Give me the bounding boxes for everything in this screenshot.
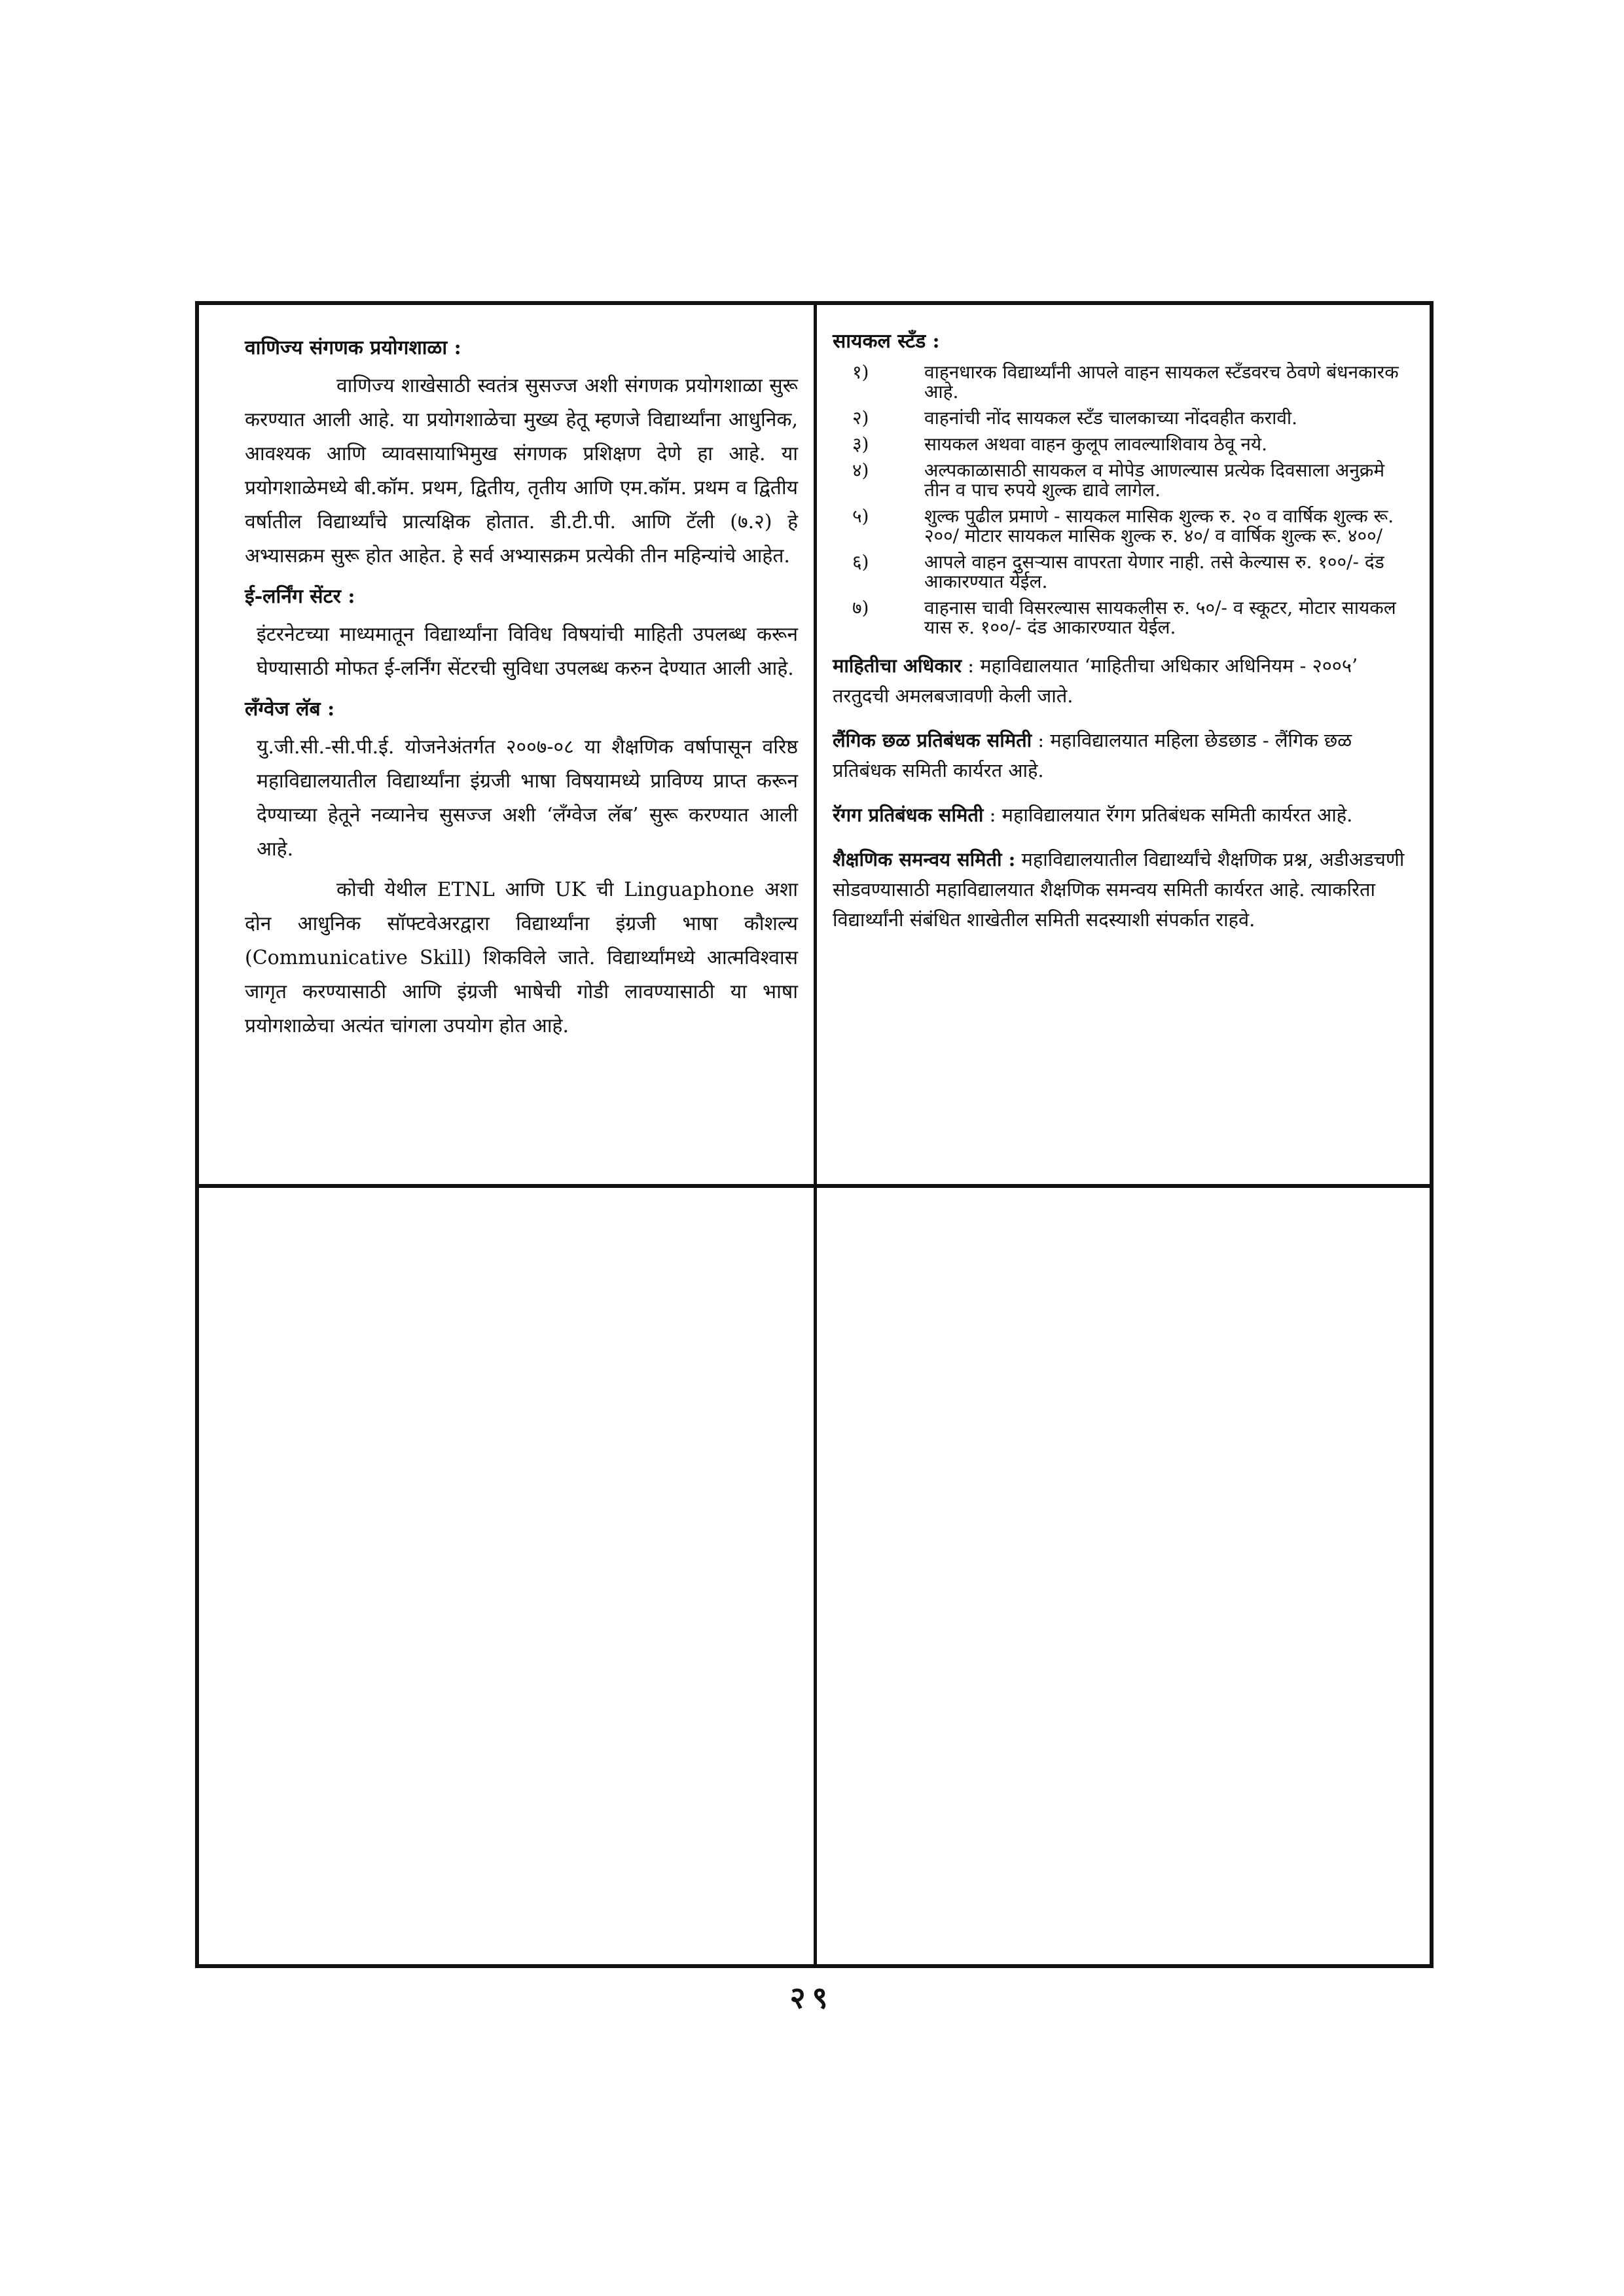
list-item — [833, 507, 1409, 546]
coordination-text: महाविद्यालयातील विद्यार्थ्यांचे शैक्षणिक प्रश्न, अडीअडचणी सोडवण्यासाठी महाविद्यालयात शैक्षणिक समन्वय समिती कार्यरत आहे. त्याकरिता विद्यार्थ्यांनी संबंधित शाखेतील समिती सदस्याशी संपर्कात राहवे. — [833, 848, 1405, 931]
ragging-label: रॅगग प्रतिबंधक समिती — [833, 804, 984, 826]
item-text: शुल्क पुढील प्रमाणे - सायकल मासिक शुल्क रु. २० व वार्षिक शुल्क रू. २००/ मोटार सायकल मासिक शुल्क रु. ४०/ व वार्षिक शुल्क रू. ४००/ — [924, 505, 1394, 547]
item-number: ६) — [852, 551, 869, 573]
right-column — [833, 325, 1409, 949]
coordination-label: शैक्षणिक समन्वय समिती : — [833, 848, 1016, 870]
ragging-text: : महाविद्यालयात रॅगग प्रतिबंधक समिती कार्यरत आहे. — [983, 804, 1353, 826]
cycle-stand-rules — [833, 363, 1409, 637]
rti-label: माहितीचा अधिकार — [833, 655, 962, 677]
list-item — [833, 435, 1409, 454]
page-table — [195, 301, 1434, 1968]
paragraph-commerce-lab: वाणिज्य शाखेसाठी स्वतंत्र सुसज्ज अशी संगणक प्रयोगशाळा सुरू करण्यात आली आहे. या प्रयोगशाळेचा मुख्य हेतू म्हणजे विद्यार्थ्यांना आधुनिक, आवश्यक आणि व्यावसायाभिमुख संगणक प्रशिक्षण देणे हा आहे. या प्रयोगशाळेमध्ये बी.कॉम. प्रथम, द्वितीय, तृतीय आणि एम.कॉम. प्रथम व द्वितीय वर्षातील विद्यार्थ्यांचे प्रात्यक्षिक होतात. डी.टी.पी. आणि टॅली (७.२) हे अभ्यासक्रम सुरू होत आहेत. हे सर्व अभ्यासक्रम प्रत्येकी तीन महिन्यांचे आहेत. — [245, 374, 798, 567]
harassment-committee — [833, 725, 1409, 785]
heading-cycle-stand: सायकल स्टँड : — [833, 330, 940, 353]
academic-coordination-committee — [833, 844, 1409, 935]
paragraph-language-software: कोची येथील ETNL आणि UK ची Linguaphone अशा दोन आधुनिक सॉफ्टवेअरद्वारा विद्यार्थ्यांना इंग्रजी भाषा कौशल्य (Communicative Skill) शिकविले जाते. विद्यार्थ्यांमध्ये आत्मविश्वास जागृत करण्यासाठी आणि इंग्रजी भाषेची गोडी लावण्यासाठी या भाषा प्रयोगशाळेचा अत्यंत चांगला उपयोग होत आहे. — [245, 878, 798, 1037]
left-column — [245, 331, 798, 1050]
item-number: १) — [852, 361, 869, 383]
right-to-information — [833, 651, 1409, 711]
rti-text: : महाविद्यालयात ‘माहितीचा अधिकार अधिनियम - २००५’ तरतुदची अमलबजावणी केली जाते. — [833, 655, 1358, 707]
item-text: अल्पकाळासाठी सायकल व मोपेड आणल्यास प्रत्येक दिवसाला अनुक्रमे तीन व पाच रुपये शुल्क द्यावे लागेल. — [924, 459, 1385, 501]
list-item — [833, 461, 1409, 500]
harassment-label: लैंगिक छळ प्रतिबंधक समिती — [833, 729, 1032, 751]
heading-e-learning-center: ई-लर्निंग सेंटर : — [245, 585, 355, 608]
item-text: वाहनांची नोंद सायकल स्टँड चालकाच्या नोंदवहीत करावी. — [924, 407, 1298, 429]
harassment-text: : महाविद्यालयात महिला छेडछाड - लैंगिक छळ प्रतिबंधक समिती कार्यरत आहे. — [833, 729, 1352, 781]
paragraph-e-learning: इंटरनेटच्या माध्यमातून विद्यार्थ्यांना विविध विषयांची माहिती उपलब्ध करून घेण्यासाठी मोफत ई-लर्निंग सेंटरची सुविधा उपलब्ध करुन देण्यात आली आहे. — [257, 623, 798, 680]
list-item — [833, 408, 1409, 428]
item-text: सायकल अथवा वाहन कुलूप लावल्याशिवाय ठेवू नये. — [924, 433, 1267, 455]
row-divider — [199, 1184, 1430, 1188]
list-item — [833, 552, 1409, 592]
anti-ragging-committee — [833, 800, 1409, 830]
item-number: ५) — [852, 505, 869, 527]
item-number: ३) — [852, 433, 869, 455]
item-text: वाहनधारक विद्यार्थ्यांनी आपले वाहन सायकल स्टँडवरच ठेवणे बंधनकारक आहे. — [924, 361, 1399, 403]
item-number: ४) — [852, 459, 869, 481]
heading-commerce-computer-lab: वाणिज्य संगणक प्रयोगशाळा : — [245, 336, 461, 359]
column-divider — [814, 305, 817, 1964]
item-number: ७) — [852, 597, 869, 619]
list-item — [833, 363, 1409, 402]
heading-language-lab: लँग्वेज लॅब : — [245, 698, 335, 721]
list-item — [833, 598, 1409, 637]
page-number: २९ — [789, 1980, 835, 2015]
paragraph-language-lab: यु.जी.सी.-सी.पी.ई. योजनेअंतर्गत २००७-०८ या शैक्षणिक वर्षापासून वरिष्ठ महाविद्यालयातील विद्यार्थ्यांना इंग्रजी भाषा विषयामध्ये प्राविण्य प्राप्त करून देण्याच्या हेतूने नव्यानेच सुसज्ज अशी ‘लँग्वेज लॅब’ सुरू करण्यात आली आहे. — [257, 736, 798, 861]
item-text: वाहनास चावी विसरल्यास सायकलीस रु. ५०/- व स्कूटर, मोटार सायकल यास रु. १००/- दंड आकारण्यात येईल. — [924, 597, 1396, 638]
item-number: २) — [852, 407, 869, 429]
item-text: आपले वाहन दुसऱ्यास वापरता येणार नाही. तसे केल्यास रु. १००/- दंड आकारण्यात येईल. — [924, 551, 1384, 592]
